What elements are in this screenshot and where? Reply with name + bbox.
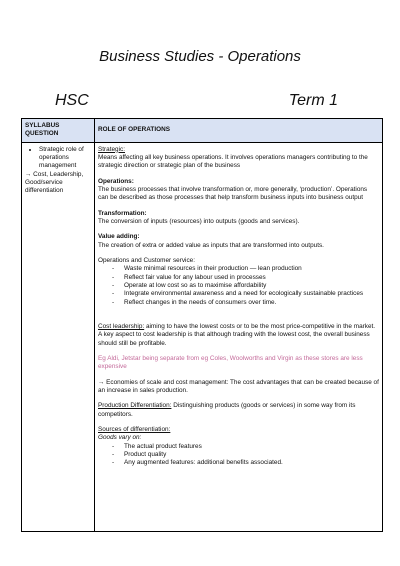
syllabus-subtopics: → Cost, Leadership, Good/service differentiation (25, 170, 84, 195)
value-adding-heading: Value adding: (98, 233, 140, 241)
example-text: Eg Aldi, Jetstar being separate from eg Coles, Woolworths and Virgin as these stores are less expensive (98, 354, 363, 371)
sources-subheading: Goods vary on: (98, 434, 142, 442)
sources-section (98, 426, 379, 468)
sources-heading: Sources of differentiation: (98, 425, 171, 433)
transformation-text: The conversion of inputs (resources) into outputs (goods and services). (98, 217, 300, 225)
customer-service-section (98, 257, 379, 307)
list-item: - The actual product features (112, 443, 379, 451)
operations-heading: Operations: (98, 177, 134, 185)
customer-service-list (98, 265, 379, 307)
list-item: - Reflect fair value for any labour used in processes (112, 274, 379, 282)
cost-leadership-heading: Cost leadership: (98, 322, 145, 330)
cost-leadership-paragraph (98, 323, 379, 348)
list-item: - Product quality (112, 451, 379, 459)
strategic-heading: Strategic: (98, 145, 125, 153)
table-header-row (22, 119, 383, 143)
economies-text: → Economies of scale and cost management: The cost advantages that can be created because of an increase in sales production. (98, 378, 379, 394)
role-column-header: ROLE OF OPERATIONS (95, 119, 383, 143)
list-item: - Integrate environmental awareness and a need for ecologically sustainable practices (112, 290, 379, 298)
list-item: - Reflect changes in the needs of consumers over time. (112, 299, 379, 307)
differentiation-paragraph (98, 402, 379, 419)
operations-section (98, 178, 379, 203)
table-row (22, 142, 383, 531)
content-cell (95, 142, 383, 531)
strategic-text: Means affecting all key business operations. It involves operations managers contributing to the strategic direction or strategic plan of the business (98, 153, 368, 170)
cost-leadership-text: aiming to have the lowest costs or to be the most price-competitive in the market. A key aspect to cost leadership is that although trading with the lowest cost, the overall business should still be profitable. (98, 322, 376, 347)
notes-table (21, 118, 383, 532)
cost-leadership-section (98, 323, 379, 348)
sources-list (98, 443, 379, 468)
example-section (98, 355, 379, 372)
course-label: HSC (55, 92, 89, 109)
list-item: - Any augmented features: additional benefits associated. (112, 459, 379, 467)
customer-service-heading: Operations and Customer service: (98, 256, 195, 264)
list-item: - Operate at low cost so as to maximise affordability (112, 282, 379, 290)
operations-text: The business processes that involve transformation or, more generally, ‘production’. Operations can be described as those processes that help transform business inputs into business output (98, 185, 368, 202)
differentiation-section (98, 402, 379, 419)
syllabus-column-header: SYLLABUS QUESTION (22, 119, 95, 143)
value-adding-section (98, 233, 379, 250)
term-label: Term 1 (288, 92, 338, 109)
differentiation-text: Distinguishing products (goods or services) in some way from its competitors. (98, 402, 356, 418)
syllabus-bullet: • Strategic role of operations management (39, 146, 91, 171)
syllabus-cell (22, 142, 95, 531)
value-adding-text: The creation of extra or added value as inputs that are transformed into outputs. (98, 241, 324, 249)
transformation-section (98, 210, 379, 227)
list-item: - Waste minimal resources in their production — lean production (112, 265, 379, 273)
strategic-section (98, 146, 379, 171)
economies-section (98, 379, 379, 396)
document-title: Business Studies - Operations (99, 48, 301, 65)
differentiation-heading: Production Differentiation: (98, 402, 172, 410)
transformation-heading: Transformation: (98, 209, 147, 217)
